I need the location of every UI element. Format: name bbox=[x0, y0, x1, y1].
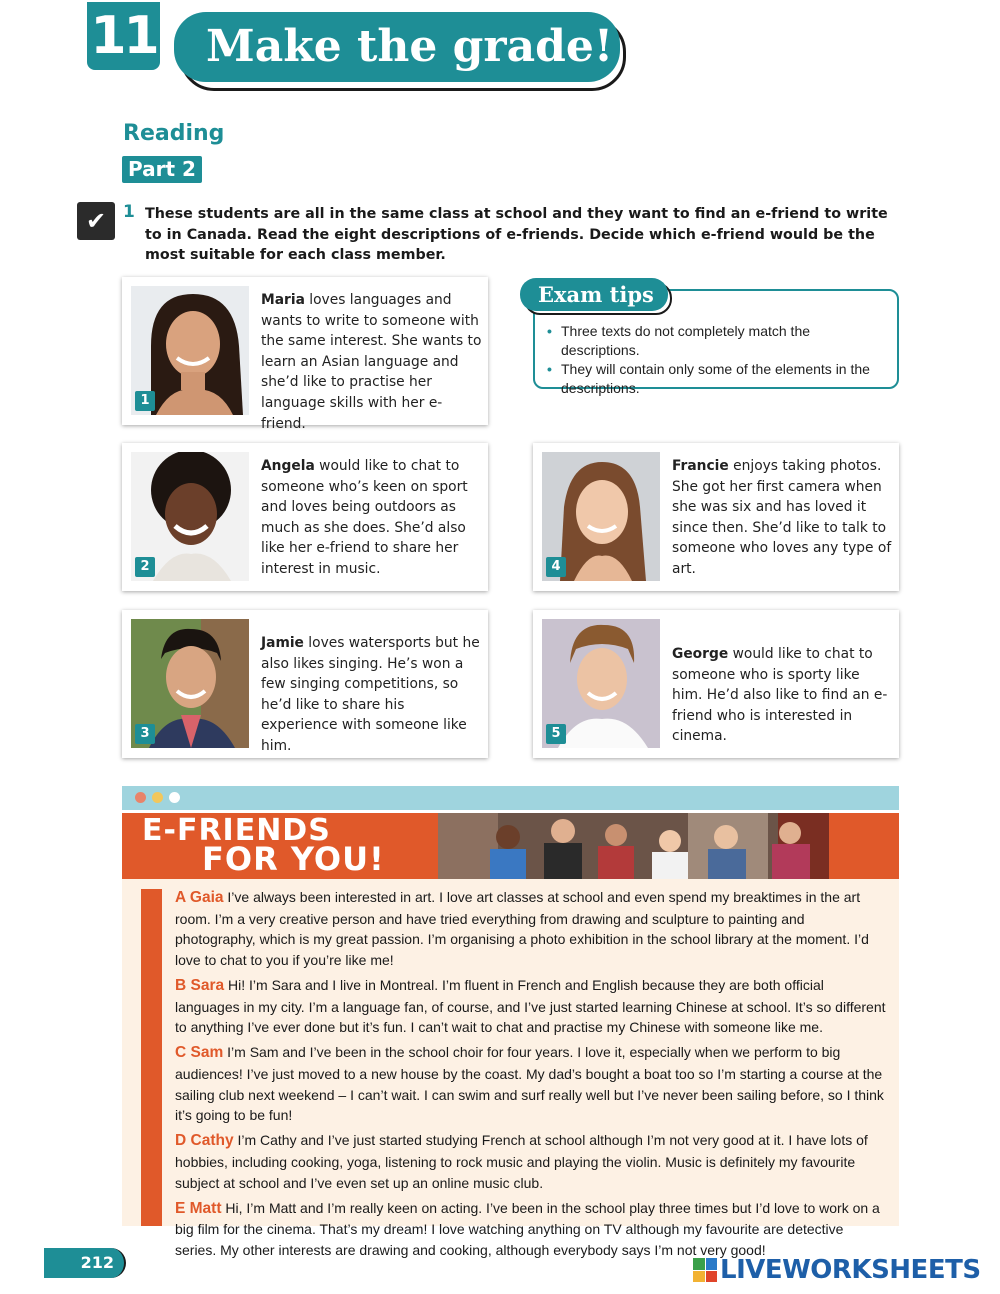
efriends-title: E-FRIENDS FOR YOU! bbox=[142, 813, 385, 878]
exam-tip-item: • Three texts do not completely match the descriptions. bbox=[547, 322, 887, 360]
student-photo bbox=[542, 619, 660, 748]
student-number-badge: 1 bbox=[135, 391, 155, 411]
efriend-entry-a: A Gaia I’ve always been interested in art. I love art classes at school and even spend my breaktimes in the art room. I’m a very creative person and have tried everything from drawing and sculpture to painting and photography, which is my great passion. I’m organising a photo exhibition in the school library at the moment. I’d love to chat to you if you’re like me! bbox=[175, 889, 869, 968]
student-photo bbox=[542, 452, 660, 581]
exam-tips-list bbox=[547, 322, 887, 398]
liveworksheets-logo[interactable] bbox=[693, 1255, 981, 1285]
student-card-jamie bbox=[122, 610, 488, 758]
student-card-francie bbox=[533, 443, 899, 591]
student-card-maria bbox=[122, 277, 488, 432]
efriend-entry-c: C Sam I’m Sam and I’ve been in the school choir for four years. I love it, especially when we perform to big audiences! I’ve just moved to a new house by the coast. My dad’s bought a boat too so I’m starting a course at the sailing club next weekend – I can’t wait. I can swim and surf really well but I’ve never been sailing before, so I think it’s going to be fun! bbox=[175, 1044, 884, 1124]
student-description: Jamie loves watersports but he also likes singing. He’s won a few singing competitions, so he’d like to share his experience with someone like him. bbox=[261, 635, 480, 754]
question-number: 1 bbox=[123, 202, 135, 222]
student-number-badge: 4 bbox=[546, 557, 566, 577]
window-dot bbox=[135, 792, 146, 803]
student-description: Francie enjoys taking photos. She got her first camera when she was six and has loved it since then. She’d like to talk to someone who loves any type of art. bbox=[672, 458, 892, 577]
efriend-entry-b: B Sara Hi! I’m Sara and I live in Montreal. I’m fluent in French and English because they are both official languages in my city. I’m a language fan, of course, and I’ve just started learning Chinese at school. It’s so different to anything I’ve ever done but it’s fun. I can’t wait to chat and practise my Chinese with someone like me. bbox=[175, 976, 886, 1036]
unit-number-badge: 11 bbox=[87, 2, 160, 70]
window-dot bbox=[169, 792, 180, 803]
logo-text: LIVEWORKSHEETS bbox=[720, 1255, 981, 1285]
student-card-angela bbox=[122, 443, 488, 591]
accent-bar bbox=[141, 889, 162, 1226]
student-number-badge: 5 bbox=[546, 724, 566, 744]
efriend-entry-e: E Matt Hi, I’m Matt and I’m really keen on acting. I’ve been in the school play three times but I’d love to work on a big film for the cinema. That’s my dream! I love watching anything on TV although my favourite are detective series. My other interests are drawing and cooking, although everybody says I’m not very good! bbox=[175, 1199, 880, 1258]
part-badge: Part 2 bbox=[122, 156, 202, 183]
student-number-badge: 3 bbox=[135, 724, 155, 744]
page-title: Make the grade! bbox=[174, 12, 620, 82]
student-card-george bbox=[533, 610, 899, 758]
student-description: Maria loves languages and wants to write to someone with the same interest. She wants to learn an Asian language and she’d like to practise her language skills with her e-friend. bbox=[261, 292, 482, 432]
student-description: Angela would like to chat to someone who’s keen on sport and loves being outdoors as much as she does. She’d also like her e-friend to share her interest in music. bbox=[261, 458, 468, 577]
efriends-entries bbox=[175, 887, 887, 1265]
liveworksheets-icon bbox=[693, 1258, 717, 1282]
student-description: George would like to chat to someone who is sporty like him. He’d also like to find an e-friend who is interested in cinema. bbox=[672, 646, 888, 745]
student-number-badge: 2 bbox=[135, 557, 155, 577]
student-photo bbox=[131, 286, 249, 415]
students-group-photo bbox=[438, 813, 829, 879]
exam-tips-label: Exam tips bbox=[520, 278, 668, 311]
window-dot bbox=[152, 792, 163, 803]
panel-top-bar bbox=[122, 786, 899, 810]
page-number: 212 bbox=[44, 1248, 126, 1278]
section-heading: Reading bbox=[123, 121, 225, 146]
efriend-entry-d: D Cathy I’m Cathy and I’ve just started studying French at school although I’m not very good at it. I have lots of hobbies, including cooking, yoga, listening to rock music and playing the violin. Music is definitely my favourite subject at school and I’ve even set up an online music club. bbox=[175, 1132, 868, 1191]
exam-tip-item: • They will contain only some of the elements in the descriptions. bbox=[547, 360, 887, 398]
student-photo bbox=[131, 452, 249, 581]
student-photo bbox=[131, 619, 249, 748]
question-instructions: These students are all in the same class at school and they want to find an e-friend to write to in Canada. Read the eight descriptions of e-friends. Decide which e-friend would be the most suitable for each class member. bbox=[145, 206, 888, 263]
checkmark-icon[interactable]: ✔ bbox=[77, 202, 115, 240]
